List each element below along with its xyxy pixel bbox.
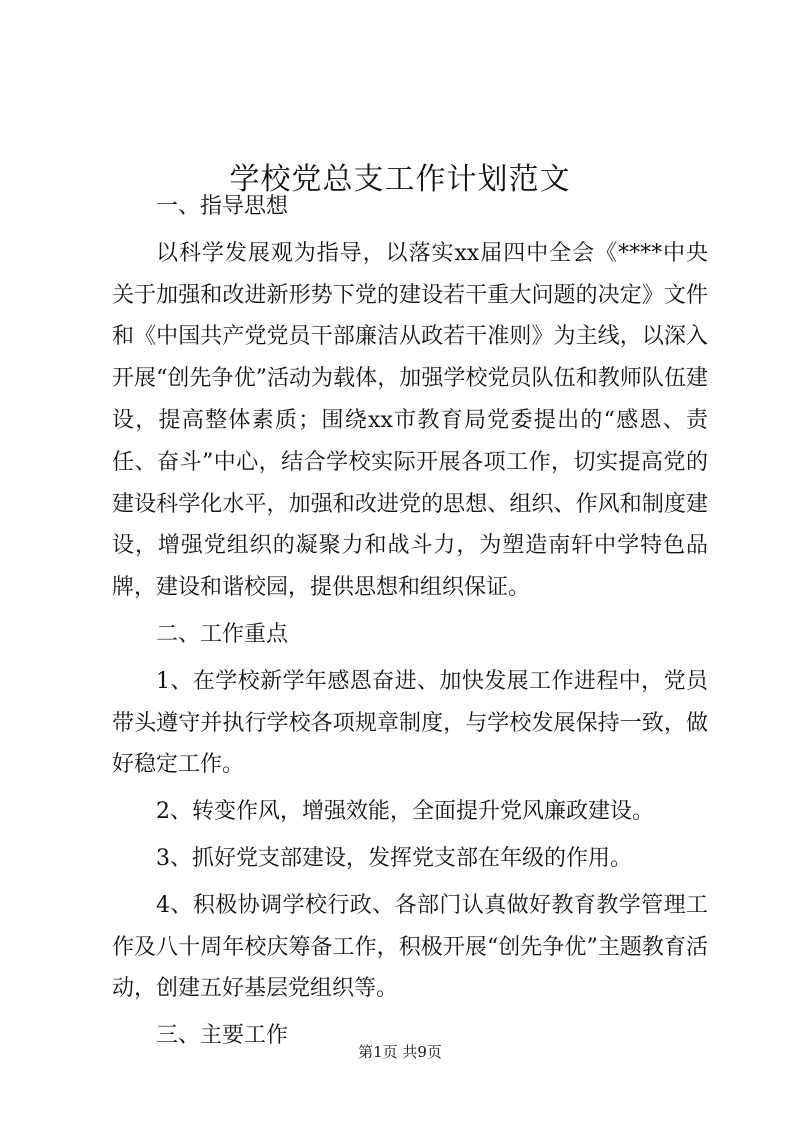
paragraph-focus-item-1: 1、在学校新学年感恩奋进、加快发展工作进程中，党员带头遵守并执行学校各项规章制度，与学校发展保持一致，做好稳定工作。 [112,668,708,778]
paragraph-focus-item-4: 4、积极协调学校行政、各部门认真做好教育教学管理工作及八十周年校庆筹备工作，积极开展“创先争优”主题教育活动，创建五好基层党组织等。 [112,892,708,1002]
section-heading-main-work: 三、主要工作 [156,1023,289,1049]
document-title: 学校党总支工作计划范文 [229,162,571,198]
document-body [112,186,708,1057]
section-heading-guiding-ideology: 一、指导思想 [156,194,289,219]
paragraph-focus-item-2: 2、转变作风，增强效能，全面提升党风廉政建设。 [156,799,654,825]
section-heading-work-focus: 二、工作重点 [156,621,289,647]
paragraph-guiding-ideology: 以科学发展观为指导，以落实xx届四中全会《****中央关于加强和改进新形势下党的建设若干重大问题的决定》文件和《中国共产党党员干部廉洁从政若干准则》为主线，以深入开展“创先争优”活动为载体，加强学校党员队伍和教师队伍建设，提高整体素质；围绕xx市教育局党委提出的“感恩、责任、奋斗”中心，结合学校实际开展各项工作，切实提高党的建设科学化水平，加强和改进党的思想、组织、作风和制度建设，增强党组织的凝聚力和战斗力，为塑造南轩中学特色品牌，建设和谐校园，提供思想和组织保证。 [112,240,708,601]
paragraph-focus-item-3: 3、抓好党支部建设，发挥党支部在年级的作用。 [156,845,632,871]
page-number-footer: 第1页 共9页 [358,1043,442,1061]
